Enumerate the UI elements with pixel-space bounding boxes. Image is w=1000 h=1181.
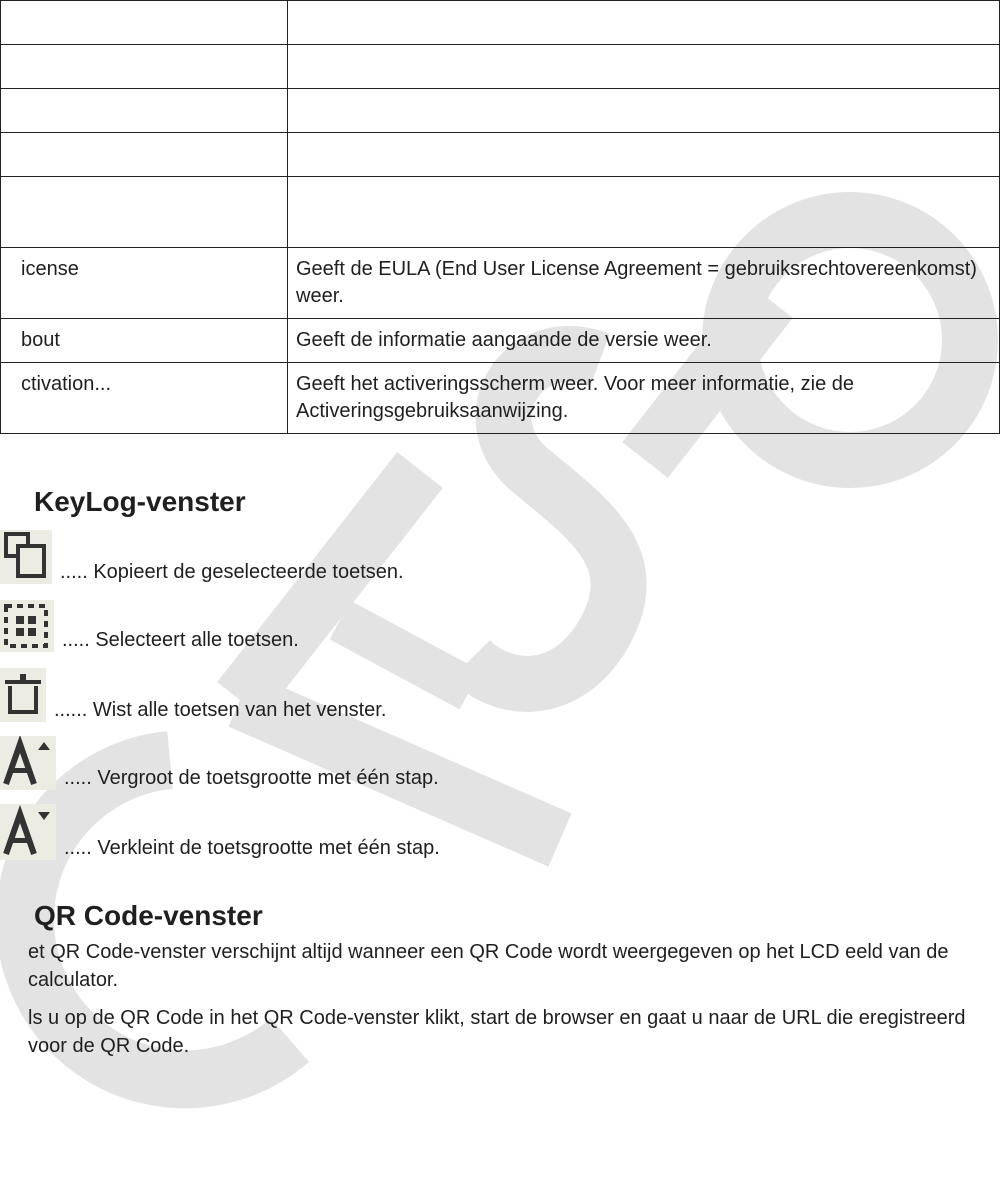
table-row [1, 177, 1000, 248]
qr-heading: QR Code-venster [34, 900, 263, 931]
qr-paragraph-1: et QR Code-venster verschijnt altijd wanneer een QR Code wordt weergegeven op het LCD eeld van de calculator. [28, 941, 949, 991]
menu-description-cell [288, 89, 1000, 133]
keylog-select-all-row [0, 600, 299, 652]
menu-description-cell [288, 133, 1000, 177]
menu-table [0, 0, 1000, 434]
menu-description-cell: Geeft de EULA (End User License Agreement = gebruiksrechtovereenkomst) weer. [288, 248, 1000, 319]
select-all-icon[interactable] [0, 600, 54, 652]
menu-item-cell: icense [1, 248, 288, 319]
keylog-heading: KeyLog-venster [34, 486, 246, 517]
select-all-description: ..... Selecteert alle toetsen. [62, 629, 299, 651]
menu-description-cell [288, 1, 1000, 45]
qr-paragraph-2: ls u op de QR Code in het QR Code-venster klikt, start de browser en gaat u naar de URL die eregistreerd voor de QR Code. [28, 1007, 966, 1057]
menu-item-cell [1, 177, 288, 248]
menu-item-cell: ctivation... [1, 363, 288, 434]
table-row [1, 133, 1000, 177]
menu-description-cell: Geeft de informatie aangaande de versie weer. [288, 319, 1000, 363]
table-row [1, 89, 1000, 133]
menu-item-cell [1, 1, 288, 45]
menu-description-cell [288, 177, 1000, 248]
enlarge-description: ..... Vergroot de toetsgrootte met één stap. [64, 767, 439, 789]
menu-item-cell: bout [1, 319, 288, 363]
delete-icon[interactable] [0, 668, 46, 722]
keylog-copy-row [0, 530, 404, 584]
menu-item-cell [1, 45, 288, 89]
copy-icon[interactable] [0, 530, 52, 584]
table-row [1, 319, 1000, 363]
table-row [1, 1, 1000, 45]
keylog-enlarge-row [0, 736, 439, 790]
menu-description-cell [288, 45, 1000, 89]
table-row [1, 248, 1000, 319]
keylog-shrink-row [0, 804, 440, 860]
copy-description: ..... Kopieert de geselecteerde toetsen. [60, 561, 404, 583]
keylog-delete-row [0, 668, 386, 722]
enlarge-font-icon[interactable] [0, 736, 56, 790]
table-row [1, 45, 1000, 89]
delete-description: ...... Wist alle toetsen van het venster. [54, 699, 387, 721]
shrink-font-icon[interactable] [0, 804, 56, 860]
menu-item-cell [1, 133, 288, 177]
menu-description-cell: Geeft het activeringsscherm weer. Voor meer informatie, zie de Activeringsgebruiksaanwijzing. [288, 363, 1000, 434]
shrink-description: ..... Verkleint de toetsgrootte met één stap. [64, 837, 440, 859]
table-row [1, 363, 1000, 434]
menu-item-cell [1, 89, 288, 133]
